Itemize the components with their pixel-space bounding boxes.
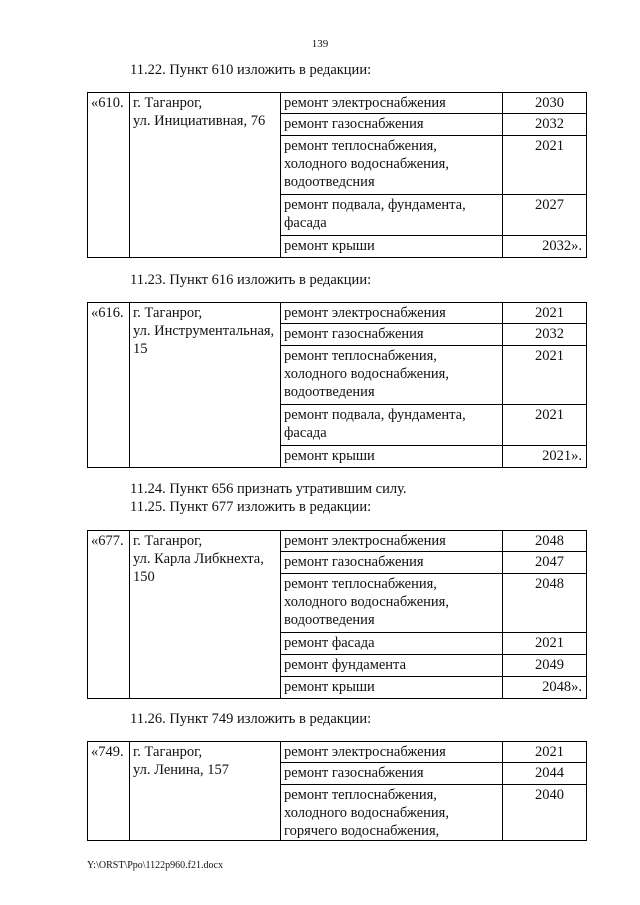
work-cell: ремонт теплоснабжения, холодного водоснабжения, водоотведения: [281, 574, 503, 633]
work-cell: ремонт крыши: [281, 236, 503, 258]
address-line: ул. Инициативная, 76: [133, 113, 266, 129]
address-line: ул. Инструментальная,: [133, 323, 275, 339]
item-number: «610.: [88, 93, 130, 258]
year-cell: 2048: [503, 574, 587, 633]
address-line: 150: [133, 569, 155, 585]
table-item-677: [87, 530, 587, 699]
work-cell: ремонт теплоснабжения, холодного водоснабжения, водоотведения: [281, 346, 503, 405]
year-cell: 2021: [503, 633, 587, 655]
year-cell: 2048».: [503, 677, 587, 699]
work-cell: ремонт электроснабжения: [281, 742, 503, 763]
year-cell: 2021: [503, 742, 587, 763]
address-line: ул. Карла Либкнехта,: [133, 551, 264, 567]
year-cell: 2021: [503, 136, 587, 195]
year-cell: 2049: [503, 655, 587, 677]
year-cell: 2021: [503, 405, 587, 446]
address-line: 15: [133, 341, 148, 357]
paragraph-11-23: 11.23. Пункт 616 изложить в редакции:: [130, 272, 372, 288]
year-cell: 2032».: [503, 236, 587, 258]
year-cell: 2021: [503, 346, 587, 405]
address-line: г. Таганрог,: [133, 95, 203, 111]
item-number: «616.: [88, 303, 130, 468]
item-address: [130, 93, 281, 258]
address-line: г. Таганрог,: [133, 744, 203, 760]
work-cell: ремонт газоснабжения: [281, 114, 503, 136]
address-line: ул. Ленина, 157: [133, 762, 229, 778]
item-number: «749.: [88, 742, 130, 841]
work-cell: ремонт подвала, фундамента, фасада: [281, 405, 503, 446]
table-item-749: [87, 741, 587, 841]
work-cell: ремонт фасада: [281, 633, 503, 655]
table-item-610: [87, 92, 587, 258]
year-cell: 2021: [503, 303, 587, 324]
year-cell: 2044: [503, 763, 587, 785]
year-cell: 2040: [503, 785, 587, 841]
address-line: г. Таганрог,: [133, 305, 203, 321]
paragraph-11-22: 11.22. Пункт 610 изложить в редакции:: [130, 62, 372, 78]
year-cell: 2047: [503, 552, 587, 574]
address-line: г. Таганрог,: [133, 533, 203, 549]
item-address: [130, 742, 281, 841]
item-address: [130, 303, 281, 468]
work-cell: ремонт газоснабжения: [281, 324, 503, 346]
item-address: [130, 531, 281, 699]
paragraph-11-26: 11.26. Пункт 749 изложить в редакции:: [130, 711, 372, 727]
work-cell: ремонт электроснабжения: [281, 531, 503, 552]
work-cell: ремонт газоснабжения: [281, 763, 503, 785]
table-item-616: [87, 302, 587, 468]
work-cell: ремонт газоснабжения: [281, 552, 503, 574]
year-cell: 2021».: [503, 446, 587, 468]
year-cell: 2027: [503, 195, 587, 236]
year-cell: 2030: [503, 93, 587, 114]
work-cell: ремонт крыши: [281, 677, 503, 699]
work-cell: ремонт подвала, фундамента, фасада: [281, 195, 503, 236]
paragraph-11-24: 11.24. Пункт 656 признать утратившим силу.: [130, 481, 407, 497]
work-cell: ремонт фундамента: [281, 655, 503, 677]
page-number: 139: [311, 38, 329, 50]
work-cell: ремонт крыши: [281, 446, 503, 468]
year-cell: 2032: [503, 324, 587, 346]
work-cell: ремонт электроснабжения: [281, 93, 503, 114]
year-cell: 2048: [503, 531, 587, 552]
work-cell: ремонт теплоснабжения, холодного водоснабжения, водоотведсния: [281, 136, 503, 195]
paragraph-11-25: 11.25. Пункт 677 изложить в редакции:: [130, 499, 372, 515]
work-cell: ремонт теплоснабжения, холодного водоснабжения, горячего водоснабжения,: [281, 785, 503, 841]
year-cell: 2032: [503, 114, 587, 136]
work-cell: ремонт электроснабжения: [281, 303, 503, 324]
file-path-footer: Y:\ORST\Ppo\1122p960.f21.docx: [87, 860, 223, 871]
item-number: «677.: [88, 531, 130, 699]
